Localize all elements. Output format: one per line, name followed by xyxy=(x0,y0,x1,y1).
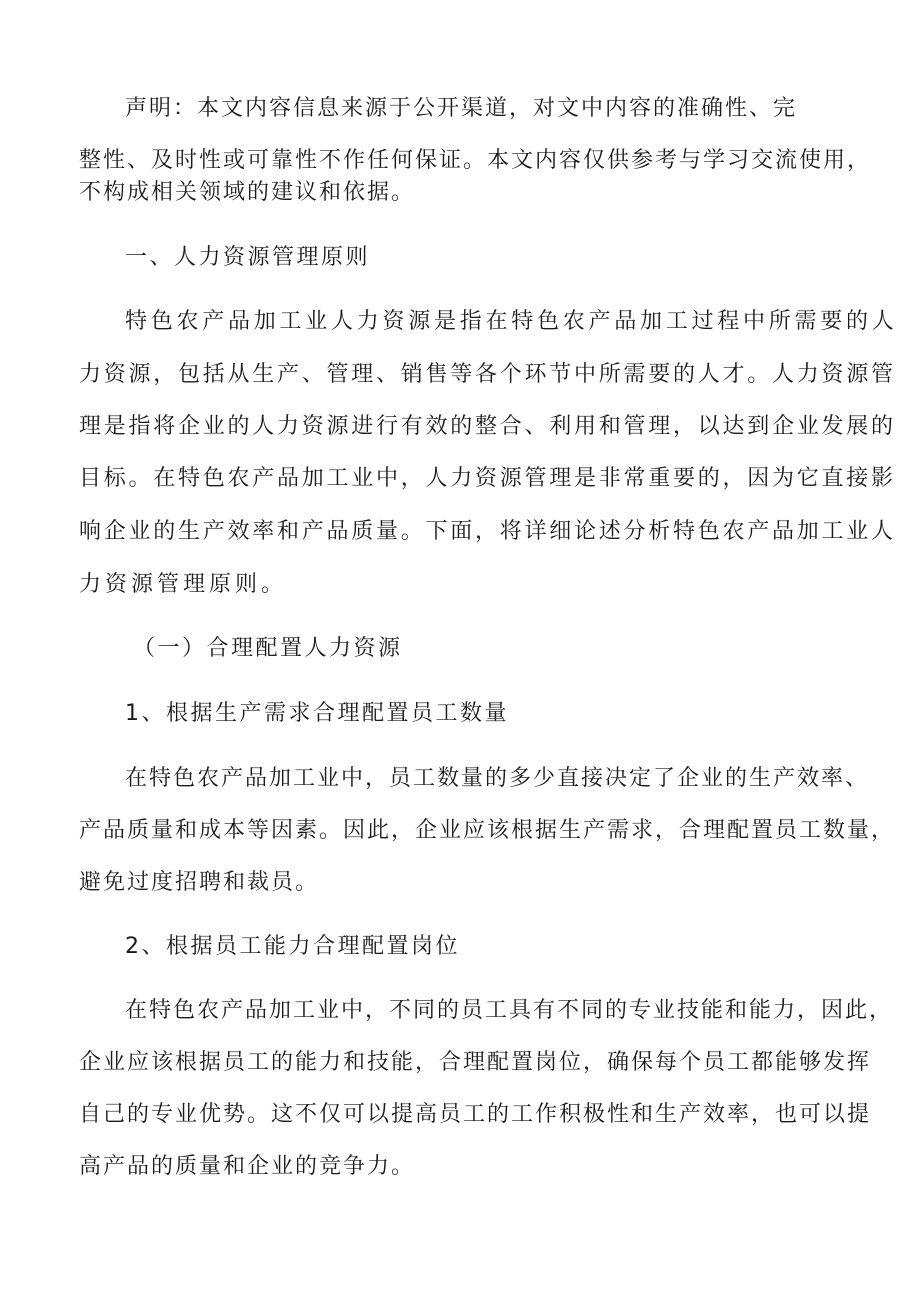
paragraph-line: 在特色农产品加工业中，不同的员工具有不同的专业技能和能力，因此， xyxy=(125,998,894,1023)
paragraph-line: 高产品的质量和企业的竞争力。 xyxy=(79,1154,416,1179)
item-title: 1、根据生产需求合理配置员工数量 xyxy=(125,701,509,726)
paragraph-line: 在特色农产品加工业中，员工数量的多少直接决定了企业的生产效率、 xyxy=(125,766,870,791)
disclaimer-line: 不构成相关领域的建议和依据。 xyxy=(79,180,416,205)
subsection-title: （一）合理配置人力资源 xyxy=(133,636,403,661)
paragraph-line: 力资源，包括从生产、管理、销售等各个环节中所需要的人才。人力资源管 xyxy=(79,362,896,387)
paragraph-line: 自己的专业优势。这不仅可以提高员工的工作积极性和生产效率，也可以提 xyxy=(79,1102,872,1127)
paragraph-line: 理是指将企业的人力资源进行有效的整合、利用和管理，以达到企业发展的 xyxy=(79,414,896,439)
section-title: 一、人力资源管理原则 xyxy=(125,245,371,270)
item-title: 2、根据员工能力合理配置岗位 xyxy=(125,934,460,959)
paragraph-line: 产品质量和成本等因素。因此，企业应该根据生产需求，合理配置员工数量， xyxy=(79,818,896,843)
paragraph-line: 特色农产品加工业人力资源是指在特色农产品加工过程中所需要的人 xyxy=(125,309,898,334)
paragraph-line: 响企业的生产效率和产品质量。下面，将详细论述分析特色农产品加工业人 xyxy=(79,519,896,544)
disclaimer-line: 整性、及时性或可靠性不作任何保证。本文内容仅供参考与学习交流使用， xyxy=(79,148,872,173)
paragraph-line: 目标。在特色农产品加工业中，人力资源管理是非常重要的，因为它直接影 xyxy=(79,466,896,491)
paragraph-line: 力资源管理原则。 xyxy=(79,572,288,597)
disclaimer-line: 声明：本文内容信息来源于公开渠道，对文中内容的准确性、完 xyxy=(125,96,798,121)
paragraph-line: 避免过度招聘和裁员。 xyxy=(79,870,320,895)
paragraph-line: 企业应该根据员工的能力和技能，合理配置岗位，确保每个员工都能够发挥 xyxy=(79,1050,872,1075)
